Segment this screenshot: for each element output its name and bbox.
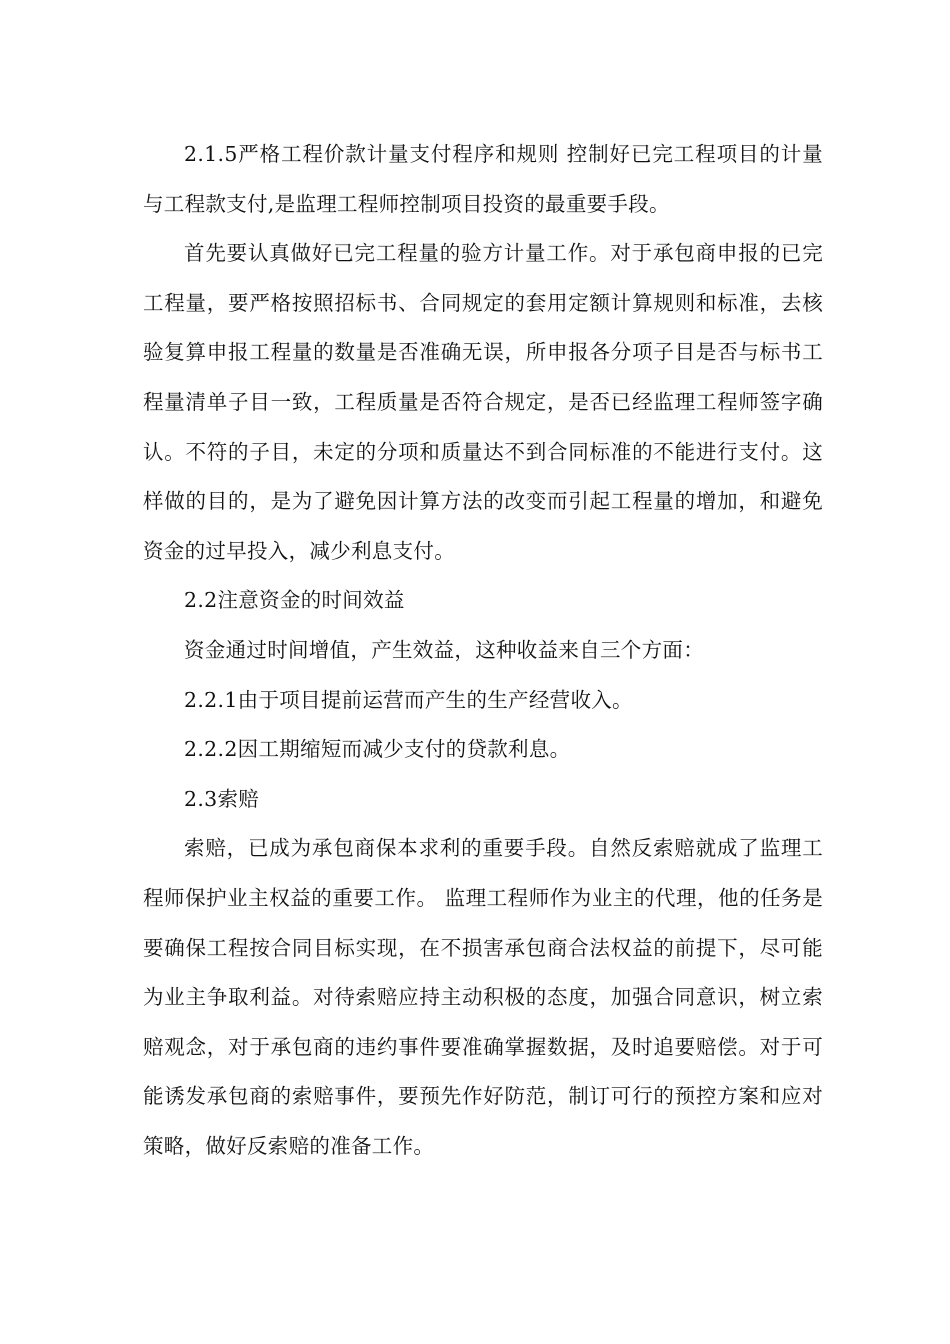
paragraph-claims: 索赔，已成为承包商保本求利的重要手段。自然反索赔就成了监理工程师保护业主权益的重要工作。 监理工程师作为业主的代理，他的任务是要确保工程按合同目标实现，在不损害承包商合法权益的前提下，尽可能为业主争取利益。对待索赔应持主动积极的态度，加强合同意识，树立索赔观念，对于承包商的违约事件要准确掌握数据，及时追要赔偿。对于可能诱发承包商的索赔事件，要预先作好防范，制订可行的预控方案和应对策略，做好反索赔的准备工作。 [143,836,823,1158]
heading-2-2: 2.2注意资金的时间效益 [184,588,405,613]
document-body [143,130,823,1171]
paragraph-2-2-1: 2.2.1由于项目提前运营而产生的生产经营收入。 [184,687,633,712]
paragraph-2-2-2: 2.2.2因工期缩短而减少支付的贷款利息。 [184,737,571,762]
heading-2-3: 2.3索赔 [184,786,260,811]
paragraph-2-1-5: 2.1.5严格工程价款计量支付程序和规则 控制好已完工程项目的计量与工程款支付,是监理工程师控制项目投资的最重要手段。 [143,142,823,216]
paragraph-time-value: 资金通过时间增值，产生效益，这种收益来自三个方面： [184,637,704,662]
paragraph-quantity-verification: 首先要认真做好已完工程量的验方计量工作。对于承包商申报的已完工程量，要严格按照招标书、合同规定的套用定额计算规则和标准，去核验复算申报工程量的数量是否准确无误，所申报各分项子目是否与标书工程量清单子目一致，工程质量是否符合规定，是否已经监理工程师签字确认。不符的子目，未定的分项和质量达不到合同标准的不能进行支付。这样做的目的，是为了避免因计算方法的改变而引起工程量的增加，和避免资金的过早投入，减少利息支付。 [143,241,823,563]
